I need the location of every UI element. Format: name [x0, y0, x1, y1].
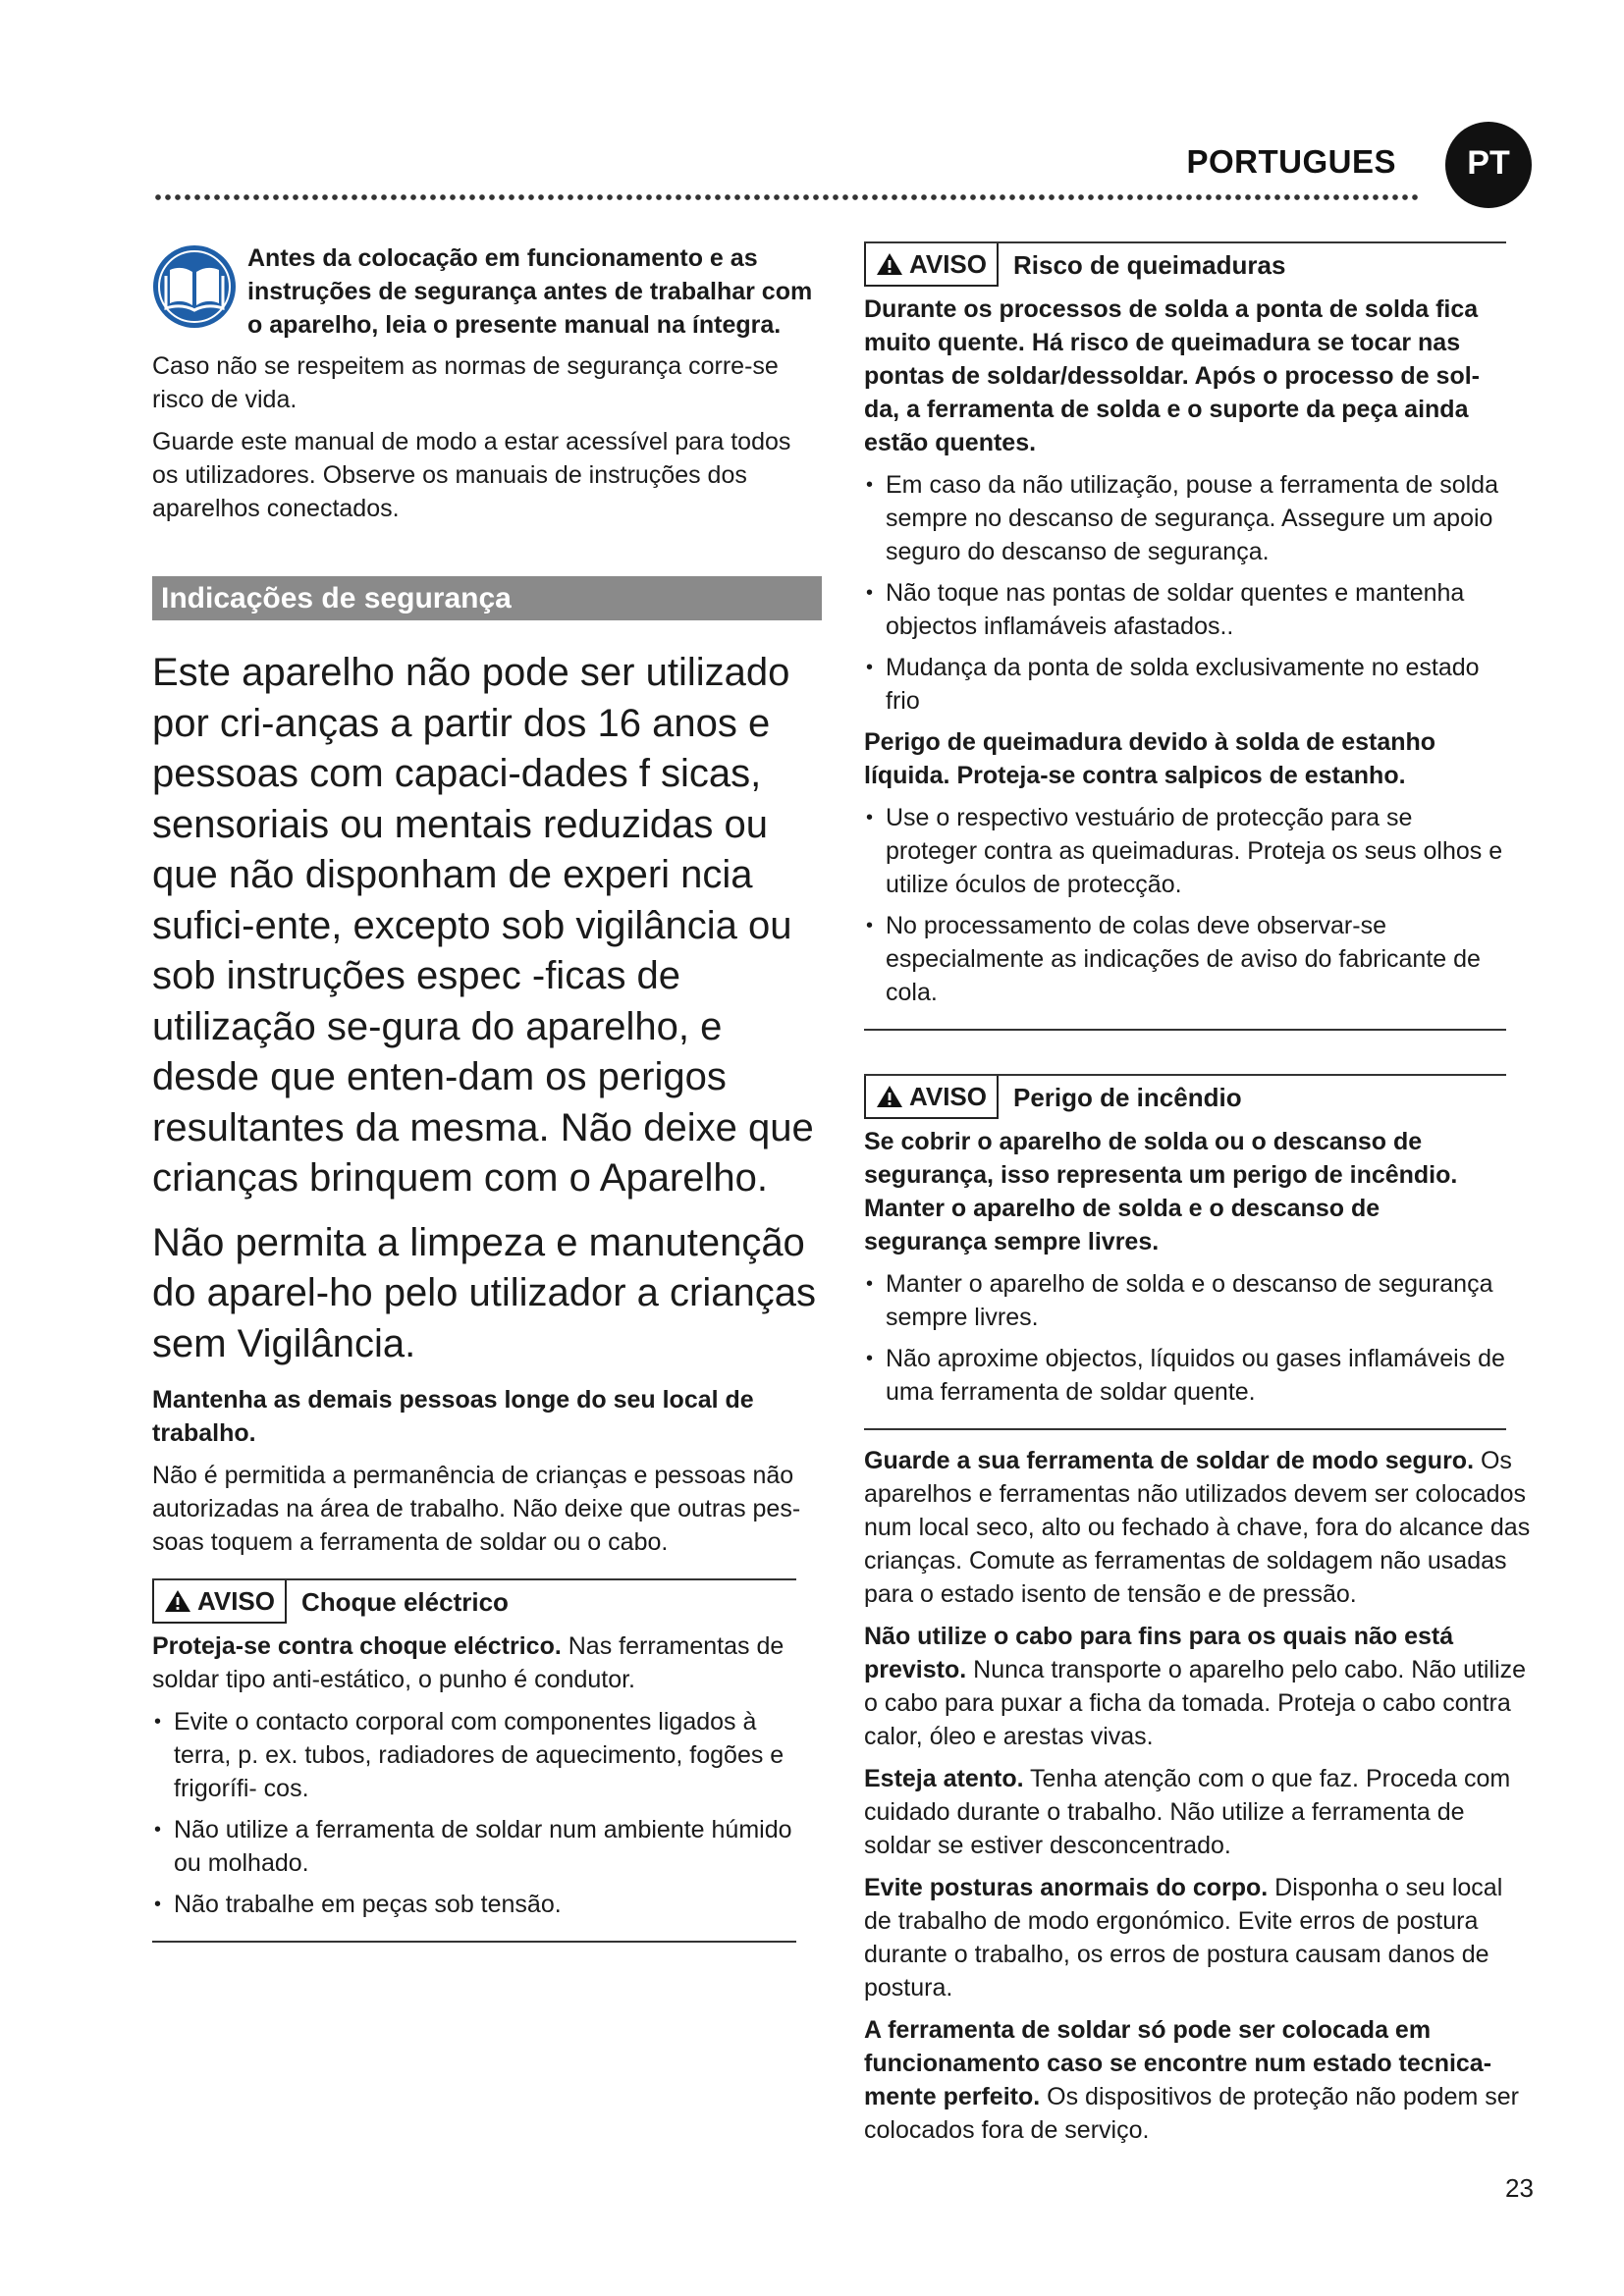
- section-title-safety: Indicações de segurança: [152, 576, 822, 620]
- warning-box-electric-shock: [152, 1578, 796, 1943]
- list-item: • Evite o contacto corporal com componentes ligados à terra, p. ex. tubos, radiadores de aquecimento, fogões e frigorífi- cos.: [152, 1705, 796, 1805]
- general-safety-paragraphs: [864, 1444, 1532, 2147]
- warning-tag: AVISO: [152, 1580, 287, 1624]
- list-item: • Use o respectivo vestuário de protecção para se proteger contra as queimaduras. Proteja os seus olhos e utilize óculos de protecção.: [864, 801, 1506, 901]
- list-item: • Não toque nas pontas de soldar quentes e mantenha objectos inflamáveis afastados..: [864, 576, 1506, 643]
- warning-triangle-icon: [876, 252, 903, 276]
- intro-paragraph-2: Guarde este manual de modo a estar acessível para todos os utilizadores. Observe os manuais de instruções dos aparelhos conectados.: [152, 428, 791, 522]
- warning-title: Risco de queimaduras: [1012, 250, 1286, 280]
- warning-lead: Proteja-se contra choque eléctrico. Nas ferramentas de soldar tipo anti-estático, o punho é condutor.: [152, 1632, 785, 1693]
- bullet-list: [864, 1267, 1506, 1409]
- warning-triangle-icon: [876, 1085, 903, 1108]
- warning-title: Perigo de incêndio: [1012, 1083, 1242, 1112]
- language-title: PORTUGUES: [1186, 143, 1396, 180]
- warning-mid-bold: Perigo de queimadura devido à solda de estanho líquida. Proteja-se contra salpicos de estanho.: [864, 728, 1436, 789]
- page-number: 23: [1505, 2173, 1534, 2203]
- bullet-list: [864, 801, 1506, 1009]
- paragraph-cable: Não utilize o cabo para fins para os quais não está previsto. Nunca transporte o aparelho pelo cabo. Não utilize o cabo para puxar a ficha da tomada. Proteja o cabo contra calor, óleo e arestas vivas.: [864, 1623, 1527, 1750]
- read-manual-icon: [152, 244, 237, 329]
- intro-block: [152, 241, 822, 342]
- warning-box-fire: [864, 1074, 1506, 1430]
- paragraph-attention: Esteja atento. Tenha atenção com o que faz. Proceda com cuidado durante o trabalho. Não utilize a ferramenta de soldar se estiver desconcentrado.: [864, 1765, 1511, 1859]
- list-item: • Manter o aparelho de solda e o descanso de segurança sempre livres.: [864, 1267, 1506, 1334]
- list-item: • Não utilize a ferramenta de soldar num ambiente húmido ou molhado.: [152, 1813, 796, 1880]
- left-column: [152, 241, 822, 1943]
- warning-header: [152, 1580, 796, 1624]
- warning-triangle-icon: [164, 1589, 191, 1613]
- right-column: [864, 241, 1532, 2156]
- language-badge: PT: [1445, 122, 1532, 208]
- bullet-list: [864, 468, 1506, 718]
- warning-tag: AVISO: [864, 243, 999, 287]
- paragraph-store-tool: Guarde a sua ferramenta de soldar de modo seguro. Os aparelhos e ferramentas não utilizados devem ser colocados num local seco, alto ou fechado à chave, fora do alcance das crianças. Comute as ferramentas de soldagem não usadas para o estado isento de tensão e de pressão.: [864, 1447, 1531, 1608]
- list-item: • Em caso da não utilização, pouse a ferramenta de solda sempre no descanso de segurança. Assegure um apoio seguro do descanso de segurança.: [864, 468, 1506, 568]
- keep-away-heading: Mantenha as demais pessoas longe do seu local de trabalho.: [152, 1386, 754, 1447]
- warning-title: Choque eléctrico: [300, 1587, 509, 1617]
- warning-box-burns: [864, 241, 1506, 1031]
- list-item: • No processamento de colas deve observar-se especialmente as indicações de aviso do fabricante de cola.: [864, 909, 1506, 1009]
- warning-header: [864, 1076, 1506, 1119]
- warning-lead: Se cobrir o aparelho de solda ou o descanso de segurança, isso representa um perigo de incêndio. Manter o aparelho de solda e o descanso de segurança sempre livres.: [864, 1128, 1458, 1255]
- warning-lead: Durante os processos de solda a ponta de solda fica muito quente. Há risco de queimadura se tocar nas pontas de soldar/dessoldar. Após o processo de sol-da, a ferramenta de solda e o suporte da peça ainda estão quentes.: [864, 295, 1481, 456]
- dotted-divider: [153, 192, 1420, 202]
- list-item: • Mudança da ponta de solda exclusivamente no estado frio: [864, 651, 1506, 718]
- intro-paragraph-1: Caso não se respeitem as normas de segurança corre-se risco de vida.: [152, 352, 779, 413]
- warning-tag: AVISO: [864, 1076, 999, 1119]
- cleaning-warning-paragraph: Não permita a limpeza e manutenção do aparel-ho pelo utilizador a crianças sem Vigilância.: [152, 1220, 816, 1365]
- warning-header: [864, 243, 1506, 287]
- paragraph-posture: Evite posturas anormais do corpo. Disponha o seu local de trabalho de modo ergonómico. Evite erros de postura durante o trabalho, os erros de postura causam danos de postura.: [864, 1874, 1503, 2002]
- bullet-list: [152, 1705, 796, 1921]
- intro-bold-text: Antes da colocação em funcionamento e as instruções de segurança antes de trabalhar com o aparelho, leia o presente manual na íntegra.: [247, 244, 813, 339]
- list-item: • Não trabalhe em peças sob tensão.: [152, 1888, 796, 1921]
- list-item: • Não aproxime objectos, líquidos ou gases inflamáveis de uma ferramenta de soldar quente.: [864, 1342, 1506, 1409]
- keep-away-text: Não é permitida a permanência de crianças e pessoas não autorizadas na área de trabalho. Não deixe que outras pes-soas toquem a ferramenta de soldar ou o cabo.: [152, 1462, 801, 1556]
- children-warning-paragraph: Este aparelho não pode ser utilizado por cri-anças a partir dos 16 anos e pessoas com capaci-dades f sicas, sensoriais ou mentais reduzidas ou que não disponham de experi ncia sufici-ente, excepto sob vigilância ou sob instruções espec -ficas de utilização se-gura do aparelho, e desde que enten-dam os perigos resultantes da mesma. Não deixe que crianças brinquem com o Aparelho.: [152, 651, 814, 1200]
- paragraph-technical-condition: A ferramenta de soldar só pode ser colocada em funcionamento caso se encontre num estado tecnica-mente perfeito. Os dispositivos de proteção não podem ser colocados fora de serviço.: [864, 2016, 1519, 2144]
